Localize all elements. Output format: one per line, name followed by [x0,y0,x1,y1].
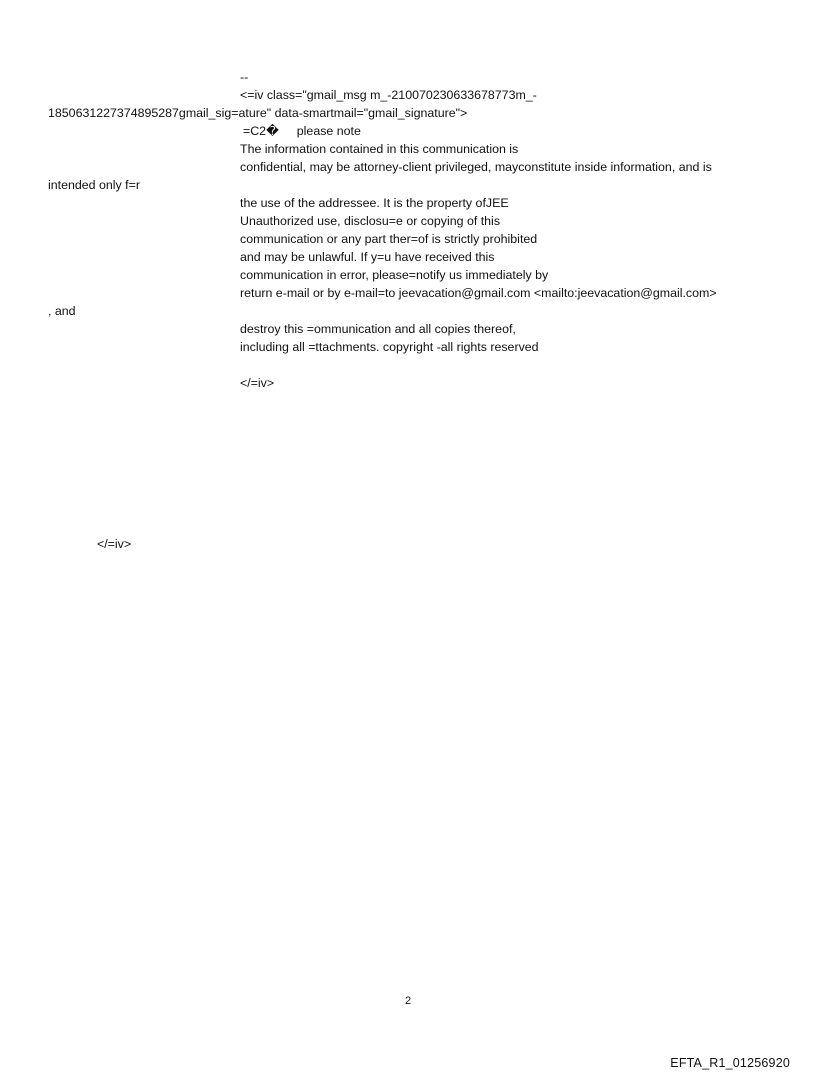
div-open-tag-line-1: <=iv class="gmail_msg m_-210070230633678773m_- [240,88,537,102]
disclaimer-line-8: communication in error, please=notify us immediately by [240,268,549,282]
disclaimer-line-11: destroy this =ommunication and all copies thereof, [240,322,516,336]
bates-number: EFTA_R1_01256920 [670,1056,790,1070]
note-text: please note [296,124,361,138]
disclaimer-line-2: confidential, may be attorney-client privileged, mayconstitute inside information, and is [240,160,712,174]
disclaimer-line-6: communication or any part ther=of is strictly prohibited [240,232,538,246]
disclaimer-line-1: The information contained in this communication is [240,142,519,156]
signature-separator: -- [240,70,249,84]
disclaimer-line-10: , and [48,304,76,318]
disclaimer-line-5: Unauthorized use, disclosu=e or copying of this [240,214,501,228]
disclaimer-line-9: return e-mail or by e-mail=to jeevacation@gmail.com <mailto:jeevacation@gmail.com> [240,286,717,300]
div-close-tag-inner: </=iv> [240,376,275,390]
note-prefix: =C2� [243,124,279,138]
div-open-tag-line-2: 1850631227374895287gmail_sig=ature" data-smartmail="gmail_signature"> [48,106,468,120]
disclaimer-line-7: and may be unlawful. If y=u have received this [240,250,495,264]
disclaimer-line-4: the use of the addressee. It is the property ofJEE [240,196,509,210]
disclaimer-line-12: including all =ttachments. copyright -all rights reserved [240,340,539,354]
disclaimer-line-3: intended only f=r [48,178,140,192]
page-number: 2 [404,995,412,1007]
please-note-line [243,122,361,140]
div-close-tag-outer: </=iv> [97,537,132,551]
